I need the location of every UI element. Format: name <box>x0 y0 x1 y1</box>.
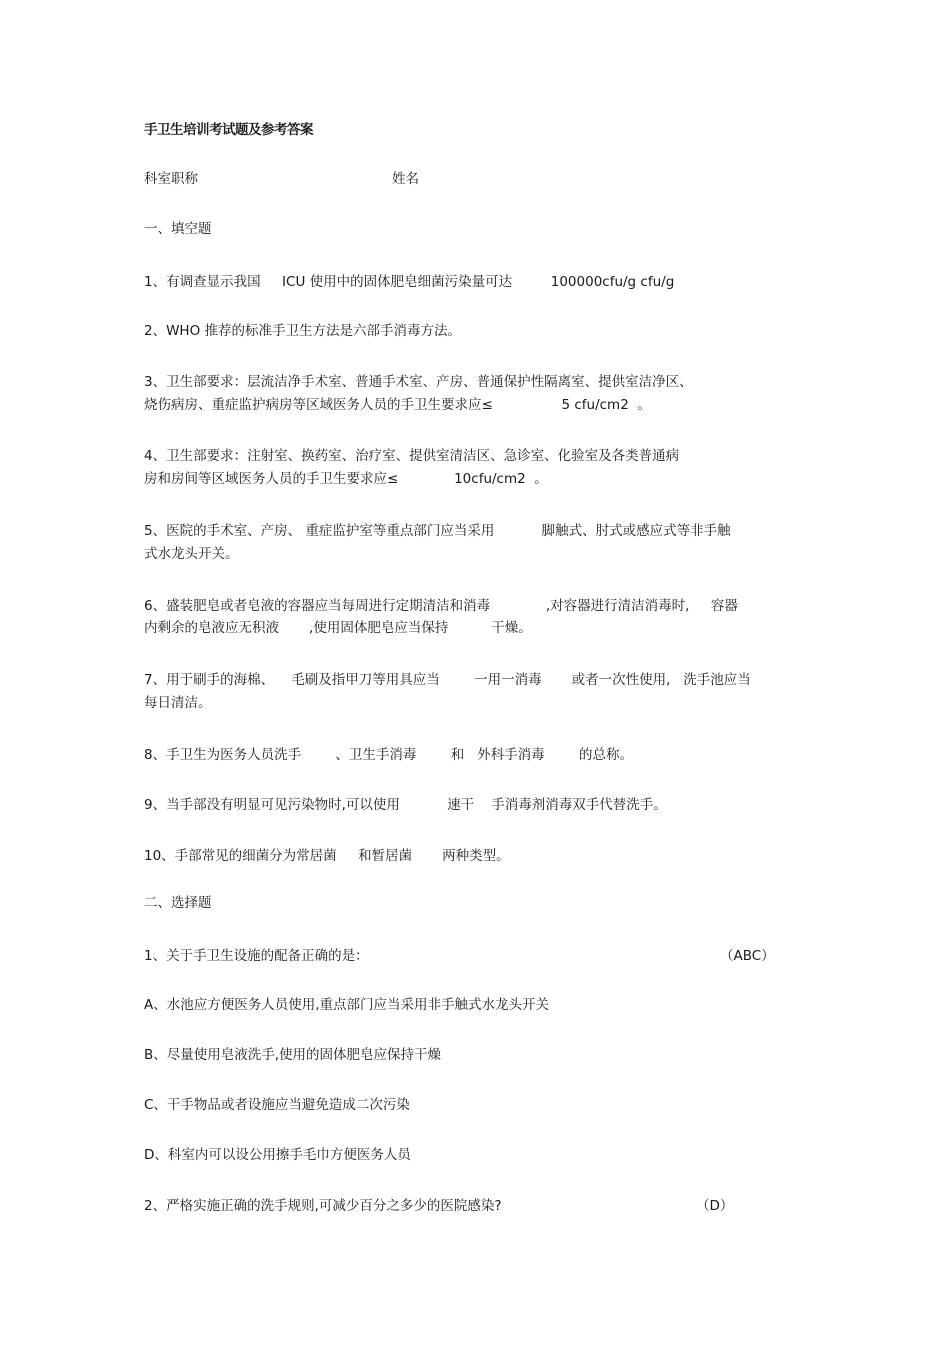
header-name-label: 姓名 <box>392 171 419 187</box>
header-dept-label: 科室职称 <box>144 171 198 187</box>
question-10: 10、手部常见的细菌分为常居菌 和暂居菌 两种类型。 <box>144 848 510 864</box>
question-5-line-1: 5、医院的手术室、产房、 重症监护室等重点部门应当采用 脚触式、肘式或感应式等非手触 <box>144 523 731 539</box>
question-1: 1、有调查显示我国 ICU 使用中的固体肥皂细菌污染量可达 100000cfu/g cfu/g <box>144 274 675 290</box>
choice-question-1-answer: （ABC） <box>720 948 775 964</box>
question-4-line-1: 4、卫生部要求：注射室、换药室、治疗室、提供室清洁区、急诊室、化验室及各类普通病 <box>144 448 680 464</box>
question-3-line-1: 3、卫生部要求：层流洁净手术室、普通手术室、产房、普通保护性隔离室、提供室洁净区、 <box>144 374 693 390</box>
choice-1-option-a: A、水池应方便医务人员使用,重点部门应当采用非手触式水龙头开关 <box>144 997 550 1013</box>
section-fill-blank: 一、填空题 <box>144 221 212 237</box>
choice-question-1: 1、关于手卫生设施的配备正确的是： <box>144 948 369 964</box>
choice-1-option-c: C、干手物品或者设施应当避免造成二次污染 <box>144 1097 410 1113</box>
question-6-line-1: 6、盛装肥皂或者皂液的容器应当每周进行定期清洁和消毒 ,对容器进行清洁消毒时, 容器 <box>144 598 738 614</box>
question-7-line-1: 7、用于刷手的海棉、 毛刷及指甲刀等用具应当 一用一消毒 或者一次性使用, 洗手池应当 <box>144 672 751 688</box>
question-2: 2、WHO 推荐的标准手卫生方法是六部手消毒方法。 <box>144 323 462 339</box>
question-7-line-2: 每日清洁。 <box>144 695 212 711</box>
choice-1-option-d: D、科室内可以设公用擦手毛巾方便医务人员 <box>144 1147 411 1163</box>
question-4-line-2: 房和房间等区域医务人员的手卫生要求应≤ 10cfu/cm2 。 <box>144 471 548 487</box>
question-6-line-2: 内剩余的皂液应无积液 ,使用固体肥皂应当保持 干燥。 <box>144 620 532 636</box>
page-title: 手卫生培训考试题及参考答案 <box>144 122 313 138</box>
question-3-line-2: 烧伤病房、重症监护病房等区域医务人员的手卫生要求应≤ 5 cfu/cm2 。 <box>144 397 651 413</box>
choice-question-2-answer: （D） <box>696 1198 734 1214</box>
question-5-line-2: 式水龙头开关。 <box>144 546 239 562</box>
choice-1-option-b: B、尽量使用皂液洗手,使用的固体肥皂应保持干燥 <box>144 1047 442 1063</box>
section-multiple-choice: 二、选择题 <box>144 895 212 911</box>
question-8: 8、手卫生为医务人员洗手 、卫生手消毒 和 外科手消毒 的总称。 <box>144 747 633 763</box>
choice-question-2: 2、严格实施正确的洗手规则,可减少百分之多少的医院感染? <box>144 1198 502 1214</box>
question-9: 9、当手部没有明显可见污染物时,可以使用 速干 手消毒剂消毒双手代替洗手。 <box>144 797 667 813</box>
